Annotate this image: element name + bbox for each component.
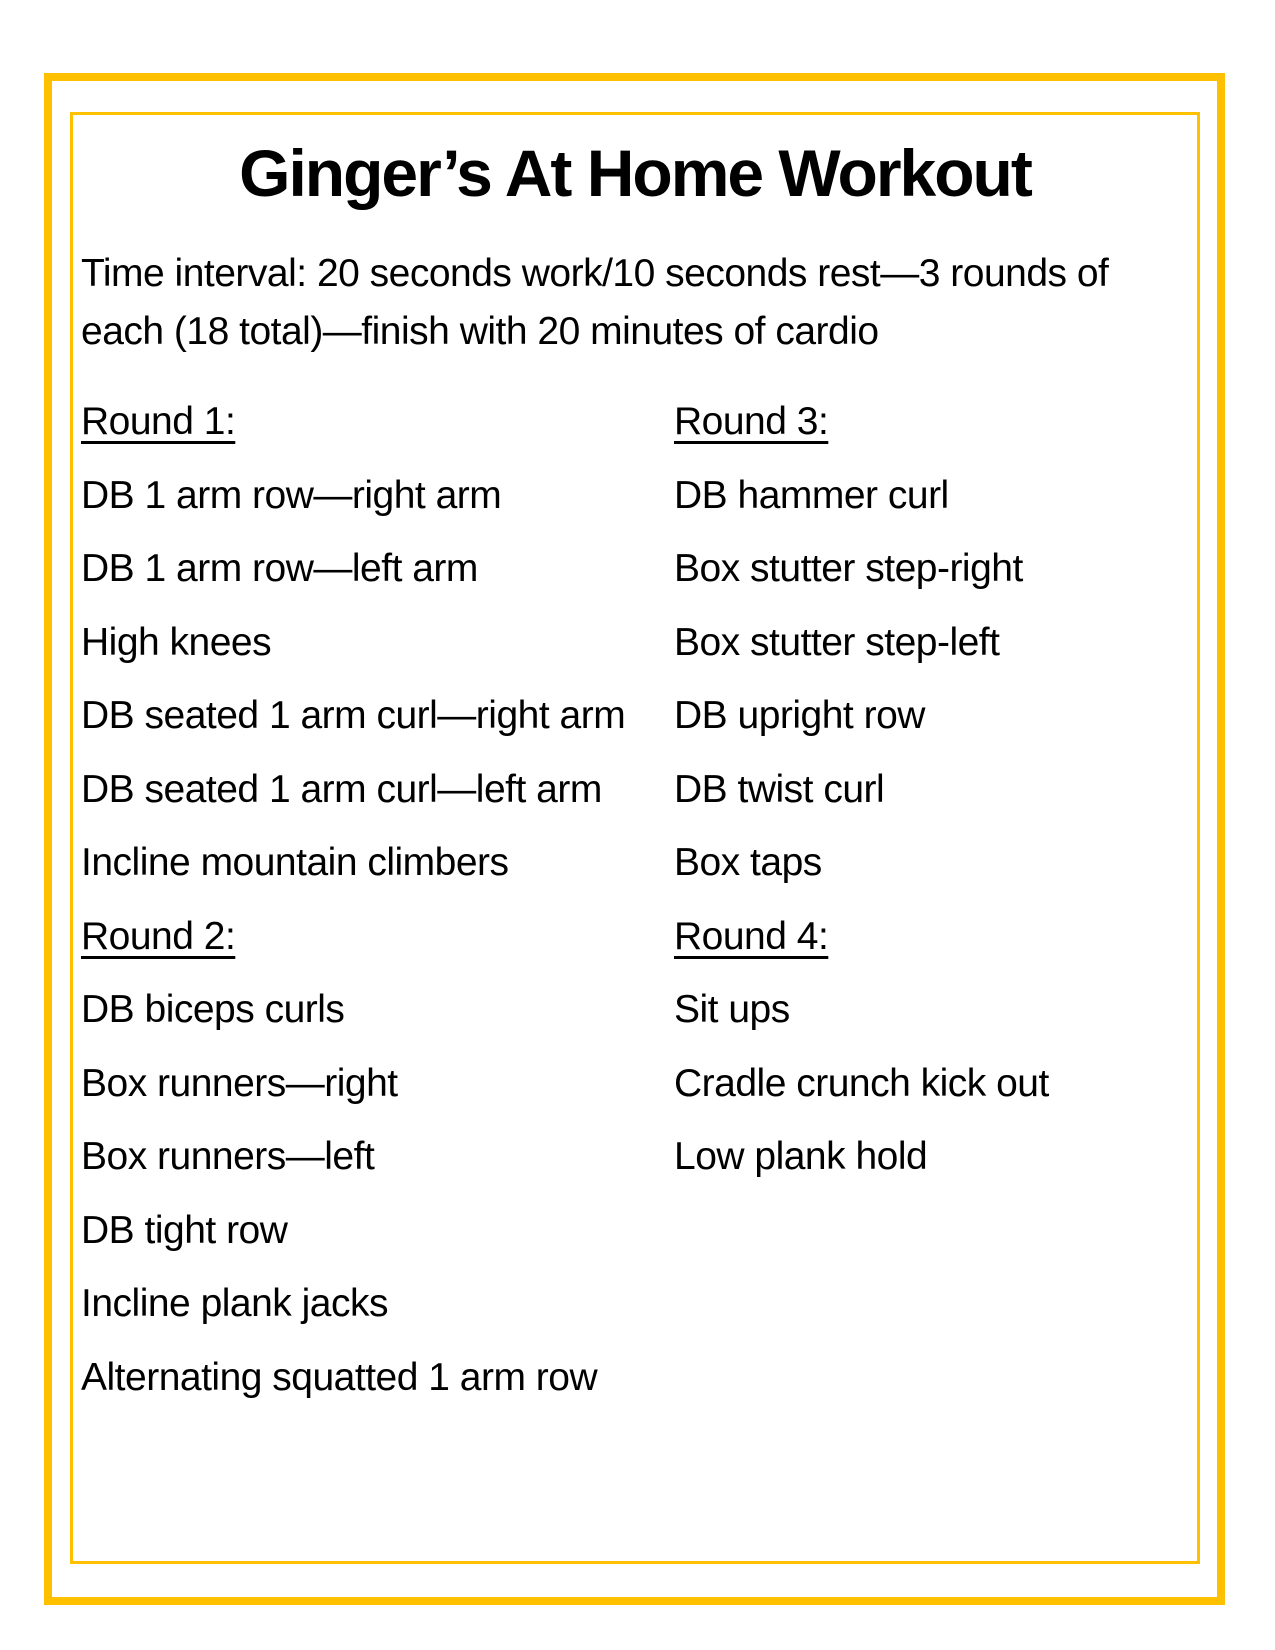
intro-text — [81, 245, 1185, 361]
list-item: Box taps — [674, 841, 822, 884]
list-item: Box runners—left — [81, 1135, 375, 1178]
intro-line-1: Time interval: 20 seconds work/10 seconds rest—3 rounds of — [81, 252, 1109, 295]
page-title: Ginger’s At Home Workout — [239, 136, 1031, 210]
round-3-header: Round 3: — [674, 400, 829, 443]
round-1-header: Round 1: — [81, 400, 236, 443]
list-item: Incline plank jacks — [81, 1282, 388, 1325]
outer-border-frame — [44, 73, 1225, 1605]
list-item: DB 1 arm row—right arm — [81, 473, 502, 517]
list-item: Cradle crunch kick out — [674, 1061, 1049, 1105]
column-left — [73, 385, 674, 1414]
list-item: DB 1 arm row—left arm — [81, 547, 478, 590]
list-item: DB seated 1 arm curl—left arm — [81, 767, 602, 811]
list-item: DB hammer curl — [674, 473, 949, 517]
list-item: DB tight row — [81, 1208, 288, 1252]
list-item: Box runners—right — [81, 1061, 398, 1105]
intro-line-2: each (18 total)—finish with 20 minutes of cardio — [81, 310, 879, 353]
list-item: Alternating squatted 1 arm row — [81, 1355, 598, 1399]
list-item: Box stutter step-right — [674, 547, 1023, 590]
round-2-header: Round 2: — [81, 914, 236, 958]
list-item: DB upright row — [674, 694, 925, 737]
list-item: DB seated 1 arm curl—right arm — [81, 694, 626, 737]
exercise-columns — [73, 385, 1197, 1414]
list-item: DB twist curl — [674, 767, 885, 811]
list-item: DB biceps curls — [81, 988, 345, 1031]
round-4-header: Round 4: — [674, 914, 829, 958]
list-item: Low plank hold — [674, 1135, 928, 1178]
list-item: High knees — [81, 620, 272, 664]
list-item: Incline mountain climbers — [81, 841, 509, 884]
list-item: Box stutter step-left — [674, 620, 1000, 664]
list-item: Sit ups — [674, 988, 790, 1031]
column-right — [674, 385, 1197, 1414]
inner-border-frame — [70, 112, 1200, 1564]
